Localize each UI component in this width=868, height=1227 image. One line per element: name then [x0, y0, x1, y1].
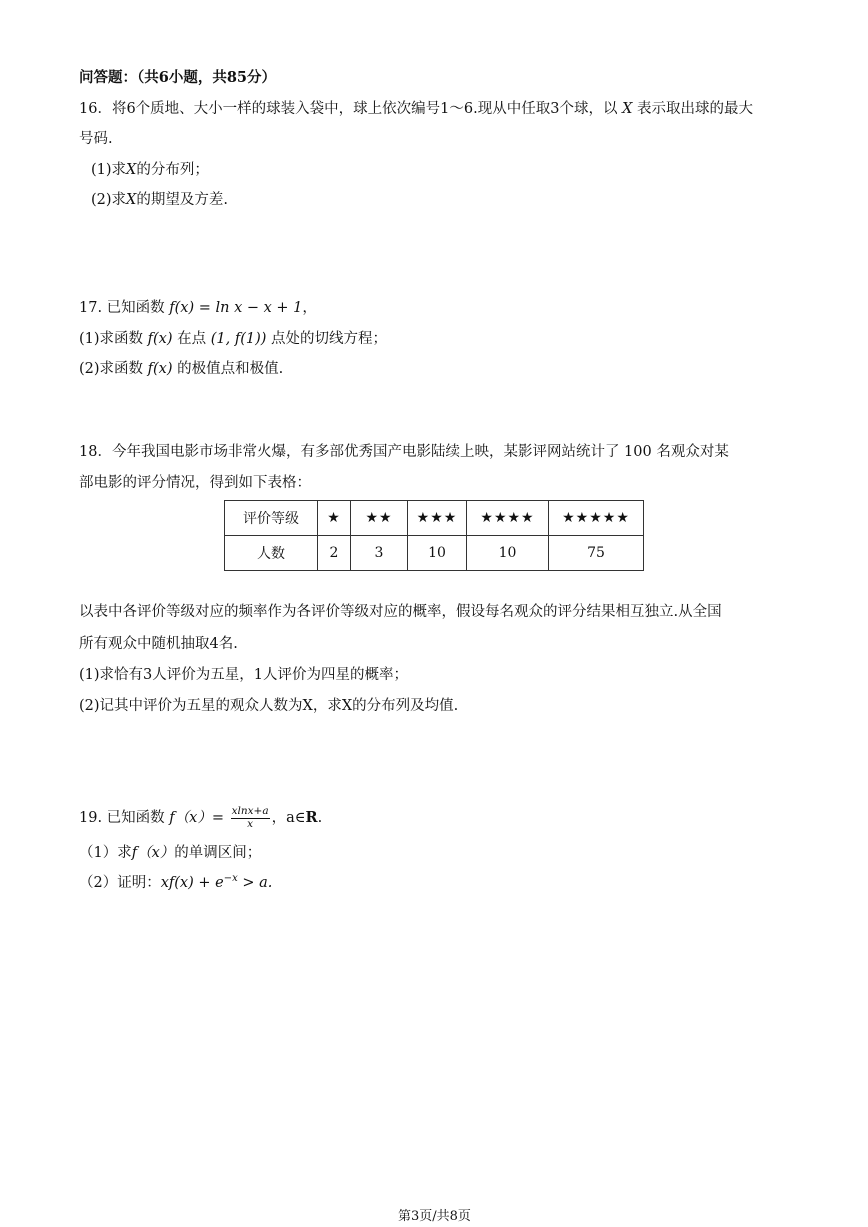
grade-cell: ★★★★ — [467, 501, 549, 536]
q18-part2: (2)记其中评价为五星的观众人数为X，求X的分布列及均值. — [79, 698, 459, 714]
q18-line2: 部电影的评分情况，得到如下表格： — [79, 475, 311, 491]
rating-table-header-row — [225, 501, 644, 536]
page-footer: 第3页/共8页 — [398, 1209, 471, 1224]
section-title: 问答题：（共6小题，共85分） — [79, 69, 277, 86]
rating-table-row-label: 人数 — [225, 536, 318, 571]
q16-line1: 16．将6个质地、大小一样的球装入袋中，球上依次编号1～6.现从中任取3个球，以 X 表示取出球的最大 — [79, 101, 754, 117]
rating-table — [224, 500, 644, 571]
grade-cell: ★★★ — [408, 501, 467, 536]
q16-part2: (2)求X的期望及方差. — [91, 192, 228, 208]
count-cell: 3 — [351, 536, 408, 571]
q16-part1: (1)求X的分布列； — [91, 162, 209, 178]
q17-stem: 17. 已知函数 f(x) = ln x − x + 1， — [79, 300, 317, 316]
count-cell: 10 — [467, 536, 549, 571]
q19-stem: 19. 已知函数 f（x）= $\frac{xlnx+a}{x}$ ，a∈R. — [79, 805, 323, 830]
grade-cell: ★★ — [351, 501, 408, 536]
q19-part1: （1）求f（x）的单调区间； — [79, 845, 262, 861]
q19-fraction: $\frac{xlnx+a}{x}$ — [231, 805, 269, 830]
q16-line2: 号码. — [79, 131, 113, 147]
rating-table-count-row — [225, 536, 644, 571]
q19-part2: （2）证明：$xf(x) + e^{-x} > a$. — [79, 873, 273, 891]
q17-part1: (1)求函数 f(x) 在点 (1, f(1)) 点处的切线方程； — [79, 331, 388, 347]
q18-line3: 以表中各评价等级对应的频率作为各评价等级对应的概率，假设每名观众的评分结果相互独立.从全国 — [79, 604, 722, 620]
q17-part2: (2)求函数 f(x) 的极值点和极值. — [79, 361, 284, 377]
grade-cell: ★ — [318, 501, 351, 536]
q18-line4: 所有观众中随机抽取4名. — [79, 636, 238, 652]
count-cell: 2 — [318, 536, 351, 571]
count-cell: 75 — [549, 536, 644, 571]
rating-table-header-label: 评价等级 — [225, 501, 318, 536]
grade-cell: ★★★★★ — [549, 501, 644, 536]
q18-line1: 18．今年我国电影市场非常火爆，有多部优秀国产电影陆续上映，某影评网站统计了 100 名观众对某 — [79, 444, 729, 460]
count-cell: 10 — [408, 536, 467, 571]
q18-part1: (1)求恰有3人评价为五星，1人评价为四星的概率； — [79, 667, 408, 683]
